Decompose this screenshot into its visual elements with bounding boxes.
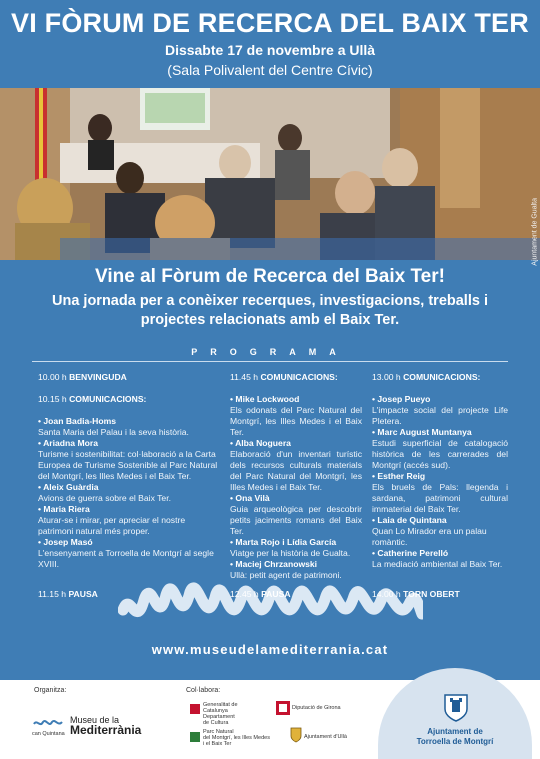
talk-title: Els bruels de Pals: llegenda i sardana, patrimoni cultural immaterial del Baix Ter. xyxy=(372,482,508,514)
speaker-name: • Catherine Perelló xyxy=(372,548,449,558)
can-quintana-logo-icon xyxy=(32,716,64,730)
speaker-name: • Mike Lockwood xyxy=(230,394,300,404)
event-date: Dissabte 17 de novembre a Ullà xyxy=(164,42,376,58)
talk-title: La mediació ambiental al Baix Ter. xyxy=(372,559,503,569)
wave-decoration xyxy=(118,570,423,642)
program-end-item: 12.45 h PAUSA xyxy=(230,589,291,599)
ulla-shield-icon xyxy=(290,727,302,743)
torroella-logo-text: Ajuntament de Torroella de Montgrí xyxy=(416,727,494,746)
talk-title: Santa Maria del Palau i la seva història. xyxy=(38,427,189,437)
program-end-item: 11.15 h PAUSA xyxy=(38,589,98,599)
invite-text: Una jornada per a conèixer recerques, investigacions, treballs i projectes relacionats amb el Baix Ter. xyxy=(52,293,488,328)
can-quintana-label: can Quintana xyxy=(32,731,65,737)
page-title: VI FÒRUM DE RECERCA DEL BAIX TER xyxy=(11,8,529,38)
talk-title: Avions de guerra sobre el Baix Ter. xyxy=(38,493,171,503)
talk-title: L'impacte social del projecte Life Pletera. xyxy=(372,405,508,426)
speaker-name: • Esther Reig xyxy=(372,471,426,481)
speaker-name: • Ariadna Mora xyxy=(38,438,98,448)
photo-credit: Ajuntament de Gualta xyxy=(532,198,539,266)
speaker-name: • Alba Noguera xyxy=(230,438,291,448)
talk-title: Turisme i sostenibilitat: col·laboració a la Carta Europea de Turisme Sostenible al Parc Natural del Montgrí, les Illes Medes i el Baix Ter. xyxy=(38,449,218,481)
speaker-name: • Aleix Guàrdia xyxy=(38,482,99,492)
program-item: 10.15 h COMUNICACIONS: xyxy=(38,394,147,404)
program-column-2 xyxy=(230,372,362,581)
program-item: 11.45 h COMUNICACIONS: xyxy=(230,372,338,382)
header xyxy=(0,0,540,88)
event-venue: (Sala Polivalent del Centre Cívic) xyxy=(167,62,373,78)
invite-section xyxy=(0,262,540,330)
website-link[interactable]: www.museudelamediterrania.cat xyxy=(151,642,389,657)
talk-title: Estudi superficial de catalogació històrica de les carrerades del Montgrí (accés sud). xyxy=(372,438,508,470)
parc-natural-logo-icon xyxy=(190,732,200,742)
talk-title: Aturar-se i mirar, per apreciar el nostre patrimoni natural més proper. xyxy=(38,515,186,536)
speaker-name: • Joan Badia-Homs xyxy=(38,416,116,426)
program-divider xyxy=(32,361,508,362)
speaker-name: • Maria Riera xyxy=(38,504,90,514)
diputacio-label: Diputació de Girona xyxy=(292,705,341,711)
program-end-item: 14.00 h TORN OBERT xyxy=(372,589,460,599)
gencat-label: Generalitat de Catalunya Departament de Cultura xyxy=(203,702,238,726)
program-label: PROGRAMA xyxy=(191,347,349,357)
talk-title: Viatge per la història de Gualta. xyxy=(230,548,351,558)
talk-title: Elaboració d'un inventari turístic dels recursos culturals materials del Parc Natural del Montgrí, les Illes Medes i el Baix Ter. xyxy=(230,449,362,492)
program-column-3 xyxy=(372,372,508,570)
program-item: 13.00 h COMUNICACIONS: xyxy=(372,372,481,382)
talk-title: Els odonats del Parc Natural del Montgrí, les Illes Medes i el Baix Ter. xyxy=(230,405,362,437)
talk-title: Guia arqueològica per descobrir petits jaciments romans del Baix Ter. xyxy=(230,504,362,536)
ajuntament-ulla-label: Ajuntament d'Ullà xyxy=(304,734,347,740)
parc-natural-label: Parc Natural del Montgrí, les Illes Medes i el Baix Ter xyxy=(203,729,270,747)
gencat-logo-icon xyxy=(190,704,200,714)
speaker-name: • Marta Rojo i Lídia García xyxy=(230,537,337,547)
collabora-label: Col·labora: xyxy=(186,687,221,694)
program-column-1 xyxy=(38,372,218,570)
speaker-name: • Josep Masó xyxy=(38,537,93,547)
speaker-name: • Ona Vilà xyxy=(230,493,270,503)
speaker-name: • Josep Pueyo xyxy=(372,394,431,404)
torroella-shield-icon xyxy=(443,693,469,723)
photo-illustration xyxy=(0,88,540,260)
diputacio-logo-icon xyxy=(275,700,291,716)
talk-title: Quan Lo Mirador era un palau romàntic. xyxy=(372,526,487,547)
organitza-label: Organitza: xyxy=(34,687,67,694)
museu-mediterrania-logo: Museu de la Mediterrània xyxy=(70,715,142,737)
speaker-name: • Marc August Muntanya xyxy=(372,427,472,437)
talk-title: Ullà: petit agent de patrimoni. xyxy=(230,570,342,580)
invite-title: Vine al Fòrum de Recerca del Baix Ter! xyxy=(95,266,445,287)
talk-title: L'ensenyament a Torroella de Montgrí al segle XVIII. xyxy=(38,548,214,569)
program-item: 10.00 h BENVINGUDA xyxy=(38,372,127,382)
speaker-name: • Maciej Chrzanowski xyxy=(230,559,318,569)
speaker-name: • Laia de Quintana xyxy=(372,515,447,525)
event-photo xyxy=(0,88,540,260)
